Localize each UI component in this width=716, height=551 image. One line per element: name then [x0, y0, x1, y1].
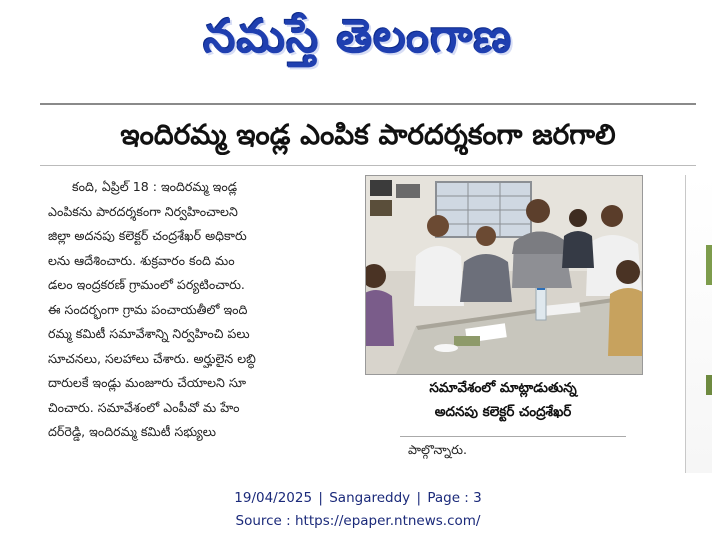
body-line: జిల్లా అదనపు కలెక్టర్ చంద్రశేఖర్ అధికారు: [48, 228, 247, 243]
masthead-title: నమస్తే తెలంగాణ: [203, 9, 513, 63]
footer-date: 19/04/2025: [234, 490, 313, 506]
headline-rule: [40, 165, 696, 166]
footer-separator: |: [416, 490, 422, 506]
article-body: [48, 175, 370, 445]
adjacent-image-fragment: [706, 245, 712, 285]
body-line: సూచనలు, సలహాలు చేశారు. అర్హులైన లబ్ధి: [48, 350, 256, 366]
column-rule: [685, 175, 686, 473]
caption-rule: [400, 436, 626, 437]
footer-page: Page : 3: [427, 490, 482, 506]
footer-meta: [0, 490, 716, 506]
body-line: ఈ సందర్భంగా గ్రామ పంచాయతీలో ఇంది: [48, 301, 248, 317]
body-line: కంది, ఏప్రిల్ 18 : ఇందిరమ్మ ఇండ్ల: [72, 179, 238, 194]
body-line: లను ఆదేశించారు. శుక్రవారం కంది మం: [48, 252, 235, 268]
body-line: దారులకే ఇండ్లు మంజూరు చేయాలని సూ: [48, 375, 247, 390]
news-clipping: [40, 103, 712, 473]
top-rule: [40, 103, 696, 105]
body-line: చించారు. సమావేశంలో ఎంపీవో మ హేం: [48, 399, 240, 415]
footer-source: Source : https://epaper.ntnews.com/: [235, 513, 481, 529]
body-line: దర్‌రెడ్డి, ఇందిరమ్మ కమిటీ సభ్యులు: [48, 424, 217, 439]
adjacent-image-fragment: [706, 375, 712, 395]
footer-edition: Sangareddy: [329, 490, 411, 506]
meeting-photo: [365, 175, 643, 375]
photo-caption-line: అదనపు కలెక్టర్ చంద్రశేఖర్: [434, 404, 572, 420]
body-line: రమ్మ కమిటీ సమావేశాన్ని నిర్వహించి పలు: [48, 326, 250, 341]
body-line: డలం ఇంద్రకరణ్ గ్రామంలో పర్యటించారు.: [48, 277, 245, 292]
adjacent-column-edge: [685, 175, 712, 473]
article-headline: ఇందిరమ్మ ఇండ్ల ఎంపిక పారదర్శకంగా జరగాలి: [120, 118, 616, 151]
photo-caption: [365, 376, 641, 424]
footer-separator: |: [318, 490, 323, 506]
photo-caption-line: సమావేశంలో మాట్లాడుతున్న: [429, 380, 577, 396]
body-tail: పాల్గొన్నారు.: [408, 442, 467, 457]
body-line: ఎంపికను పారదర్శకంగా నిర్వహించాలని: [48, 203, 238, 219]
